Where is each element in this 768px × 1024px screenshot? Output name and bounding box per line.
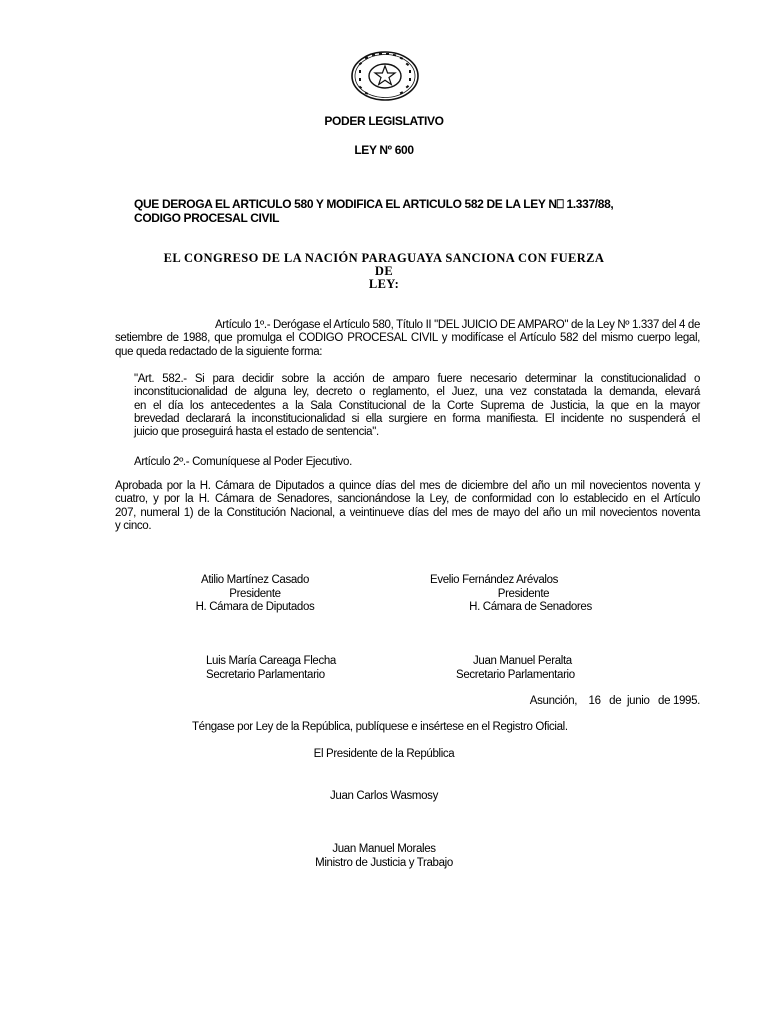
quoted-article-582 [134, 373, 700, 439]
national-seal-icon [350, 50, 420, 102]
law-number: LEY Nº 600 [354, 143, 414, 157]
quoted-line: brevedad declarará la inconstitucionalidad si ella surgiere en forma manifiesta. El incidente no suspenderá el [134, 412, 700, 425]
approval-line: cuatro, y por la H. Cámara de Senadores, sancionándose la Ley, de conformidad con lo establecido en el Artículo [115, 493, 700, 506]
signature-senate-president [430, 574, 595, 615]
signature-deputies-secretary [206, 655, 336, 682]
signatory-name: Evelio Fernández Arévalos [430, 574, 559, 586]
president-name: Juan Carlos Wasmosy [330, 790, 438, 802]
signatory-role: Secretario Parlamentario [456, 668, 575, 681]
approval-line: y cinco. [115, 519, 152, 532]
quoted-line: "Art. 582.- Si para decidir sobre la acción de amparo fuere necesario determinar la constitucionalidad o [134, 373, 700, 385]
article-1 [115, 319, 700, 359]
article-1-line: Artículo 1º.- Derógase el Artículo 580, Título II "DEL JUICIO DE AMPARO" de la Ley Nº 1.337 del 4 de [214, 319, 700, 331]
branch-heading: PODER LEGISLATIVO [324, 114, 444, 128]
law-subject [134, 198, 613, 225]
approval-line: 207, numeral 1) de la Constitución Nacional, a veintinueve días del mes de mayo del año un mil novecientos noventa [115, 506, 700, 519]
approval-line: Aprobada por la H. Cámara de Diputados a quince días del mes de diciembre del año un mil novecientos noventa y [115, 480, 700, 492]
enactment-line: DE [374, 264, 394, 278]
article-2: Artículo 2º.- Comuníquese al Poder Ejecutivo. [134, 456, 352, 468]
signatory-chamber: H. Cámara de Senadores [469, 601, 592, 613]
enactment-line: EL CONGRESO DE LA NACIÓN PARAGUAYA SANCIONA CON FUERZA [163, 251, 605, 265]
minister-title: Ministro de Justicia y Trabajo [315, 856, 453, 869]
enactment-formula [120, 252, 648, 291]
executive-title: El Presidente de la República [313, 748, 455, 760]
signatory-name: Juan Manuel Peralta [473, 655, 572, 667]
signatory-role: Presidente [229, 587, 281, 600]
article-1-line: que queda redactado de la siguiente forma: [115, 345, 323, 358]
law-subject-line: CODIGO PROCESAL CIVIL [134, 210, 280, 225]
article-1-line: setiembre de 1988, que promulga el CODIGO PROCESAL CIVIL y modifícase el Artículo 582 del mismo cuerpo legal, [115, 332, 700, 345]
quoted-line: juicio que proseguirá hasta el estado de sentencia". [134, 426, 379, 439]
signature-senate-secretary [456, 655, 575, 682]
approval-paragraph [115, 480, 700, 533]
law-subject-line: QUE DEROGA EL ARTICULO 580 Y MODIFICA EL ARTICULO 582 DE LA LEY N⎕ 1.337/88, [134, 197, 614, 211]
signature-deputies-president [180, 574, 330, 615]
date-line: Asunción, 16 de junio de 1995. [529, 695, 700, 707]
enactment-line: LEY: [368, 277, 400, 291]
signatory-name: Atilio Martínez Casado [201, 574, 309, 586]
minister-signature [0, 843, 768, 870]
promulgation-text: Téngase por Ley de la República, publíquese e insértese en el Registro Oficial. [192, 721, 568, 733]
signatory-role: Secretario Parlamentario [206, 668, 325, 681]
signatory-chamber: H. Cámara de Diputados [195, 601, 315, 613]
quoted-line: inconstitucionalidad de alguna ley, decreto o reglamento, el Juez, una vez constatada la demanda, elevará [134, 386, 700, 399]
signatory-role: Presidente [497, 587, 550, 600]
quoted-line: en el día los antecedentes a la Sala Constitucional de la Corte Suprema de Justicia, la que en la mayor [134, 399, 700, 412]
minister-name: Juan Manuel Morales [332, 843, 436, 855]
signatory-name: Luis María Careaga Flecha [206, 655, 336, 667]
